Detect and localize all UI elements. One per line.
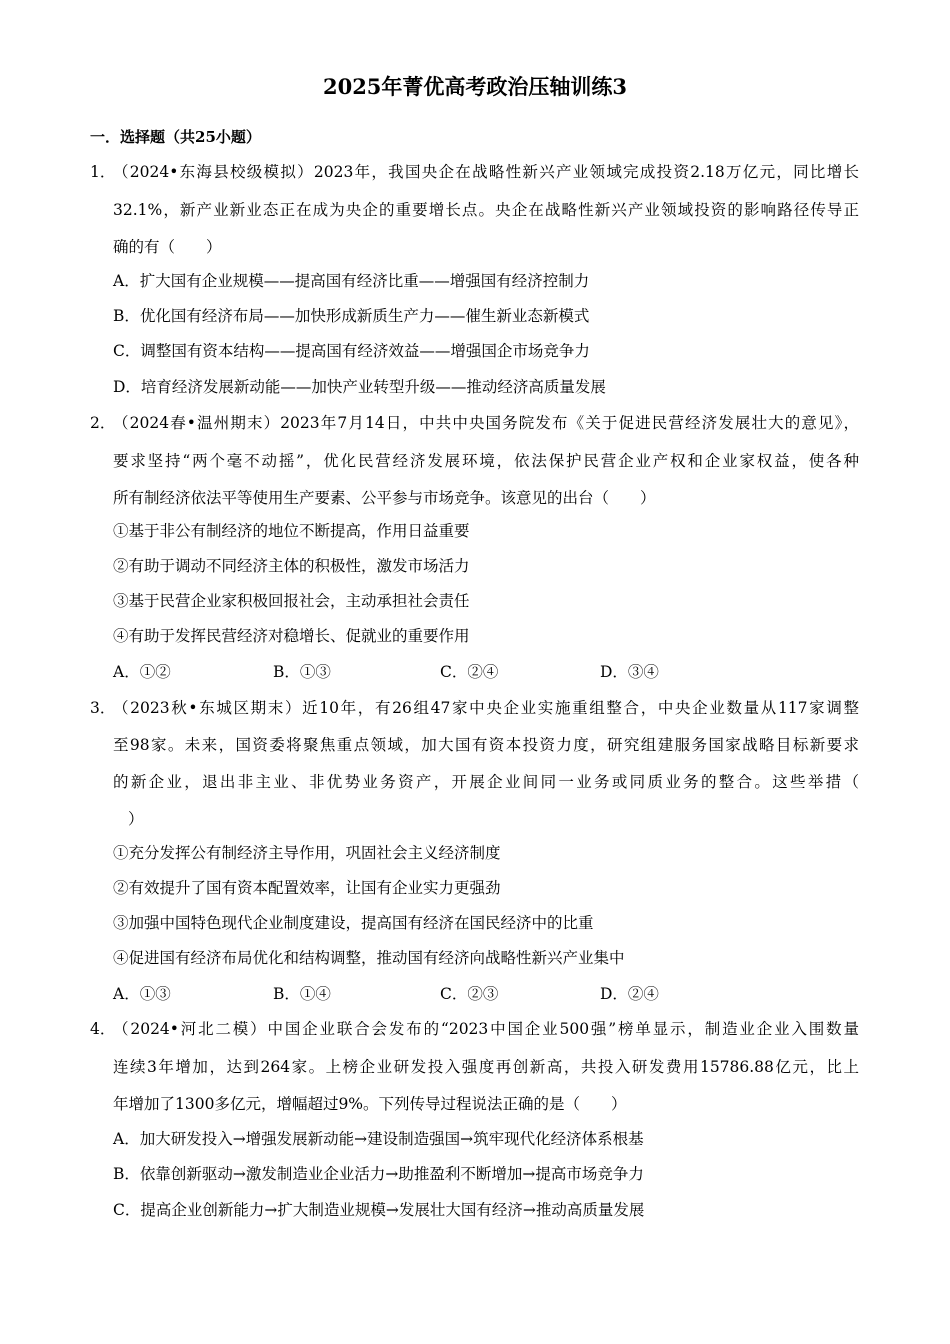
question-number: 2． (90, 414, 116, 432)
choice-c: C．②③ (440, 985, 499, 1003)
choice-d: D．③④ (600, 663, 659, 681)
question-text: 要求坚持“两个毫不动摇”，优化民营经济发展环境，依法保护民营企业产权和企业家权益，使各种 (113, 452, 859, 470)
statement-item: ①充分发挥公有制经济主导作用，巩固社会主义经济制度 (113, 844, 501, 862)
question-text: （2024•东海县校级模拟）2023年，我国央企在战略性新兴产业领域完成投资2.18万亿元，同比增长 (113, 163, 859, 181)
question-number: 1． (90, 163, 116, 181)
page-title: 2025年菁优高考政治压轴训练3 (322, 74, 628, 99)
statement-item: ④促进国有经济布局优化和结构调整，推动国有经济向战略性新兴产业集中 (113, 949, 625, 967)
question-number: 3． (90, 699, 116, 717)
question-text: 的新企业，退出非主业、非优势业务资产，开展企业间同一业务或同质业务的整合。这些举措（ (113, 773, 859, 791)
choice-a: A．①② (113, 663, 171, 681)
question-number: 4． (90, 1020, 116, 1038)
statement-item: ④有助于发挥民营经济对稳增长、促就业的重要作用 (113, 627, 470, 645)
statement-item: ②有效提升了国有资本配置效率，让国有企业实力更强劲 (113, 879, 501, 897)
option-c: C．提高企业创新能力→扩大制造业规模→发展壮大国有经济→推动高质量发展 (113, 1201, 645, 1219)
question-text: ） (128, 810, 144, 828)
choice-b: B．①④ (273, 985, 331, 1003)
section-heading: 一．选择题（共25小题） (90, 128, 261, 146)
question-text: （2023秋•东城区期末）近10年，有26组47家中央企业实施重组整合，中央企业数量从117家调整 (113, 699, 859, 717)
statement-item: ③加强中国特色现代企业制度建设，提高国有经济在国民经济中的比重 (113, 914, 594, 932)
option-a: A．加大研发投入→增强发展新动能→建设制造强国→筑牢现代化经济体系根基 (113, 1130, 644, 1148)
option-d: D．培育经济发展新动能——加快产业转型升级——推动经济高质量发展 (113, 378, 606, 396)
choice-d: D．②④ (600, 985, 659, 1003)
question-text: （2024•河北二模）中国企业联合会发布的“2023中国企业500强”榜单显示，制造业企业入围数量 (113, 1020, 859, 1038)
statement-item: ①基于非公有制经济的地位不断提高，作用日益重要 (113, 522, 470, 540)
question-text: （2024春•温州期末）2023年7月14日，中共中央国务院发布《关于促进民营经济发展壮大的意见》， (113, 414, 859, 432)
question-text: 至98家。未来，国资委将聚焦重点领域，加大国有资本投资力度，研究组建服务国家战略目标新要求 (113, 736, 859, 754)
option-b: B．依靠创新驱动→激发制造业企业活力→助推盈利不断增加→提高市场竞争力 (113, 1165, 644, 1183)
statement-item: ③基于民营企业家积极回报社会，主动承担社会责任 (113, 592, 470, 610)
choice-c: C．②④ (440, 663, 499, 681)
option-a: A．扩大国有企业规模——提高国有经济比重——增强国有经济控制力 (113, 272, 590, 290)
question-text: 年增加了1300多亿元，增幅超过9%。下列传导过程说法正确的是（ ） (113, 1095, 627, 1113)
question-text: 确的有（ ） (113, 238, 222, 256)
statement-item: ②有助于调动不同经济主体的积极性，激发市场活力 (113, 557, 470, 575)
choice-a: A．①③ (113, 985, 171, 1003)
question-text: 32.1%，新产业新业态正在成为央企的重要增长点。央企在战略性新兴产业领域投资的影响路径传导正 (113, 201, 859, 219)
choice-b: B．①③ (273, 663, 331, 681)
question-text: 所有制经济依法平等使用生产要素、公平参与市场竞争。该意见的出台（ ） (113, 489, 656, 507)
option-b: B．优化国有经济布局——加快形成新质生产力——催生新业态新模式 (113, 307, 590, 325)
option-c: C．调整国有资本结构——提高国有经济效益——增强国企市场竞争力 (113, 342, 590, 360)
question-text: 连续3年增加，达到264家。上榜企业研发投入强度再创新高，共投入研发费用15786.88亿元，比上 (113, 1058, 859, 1076)
